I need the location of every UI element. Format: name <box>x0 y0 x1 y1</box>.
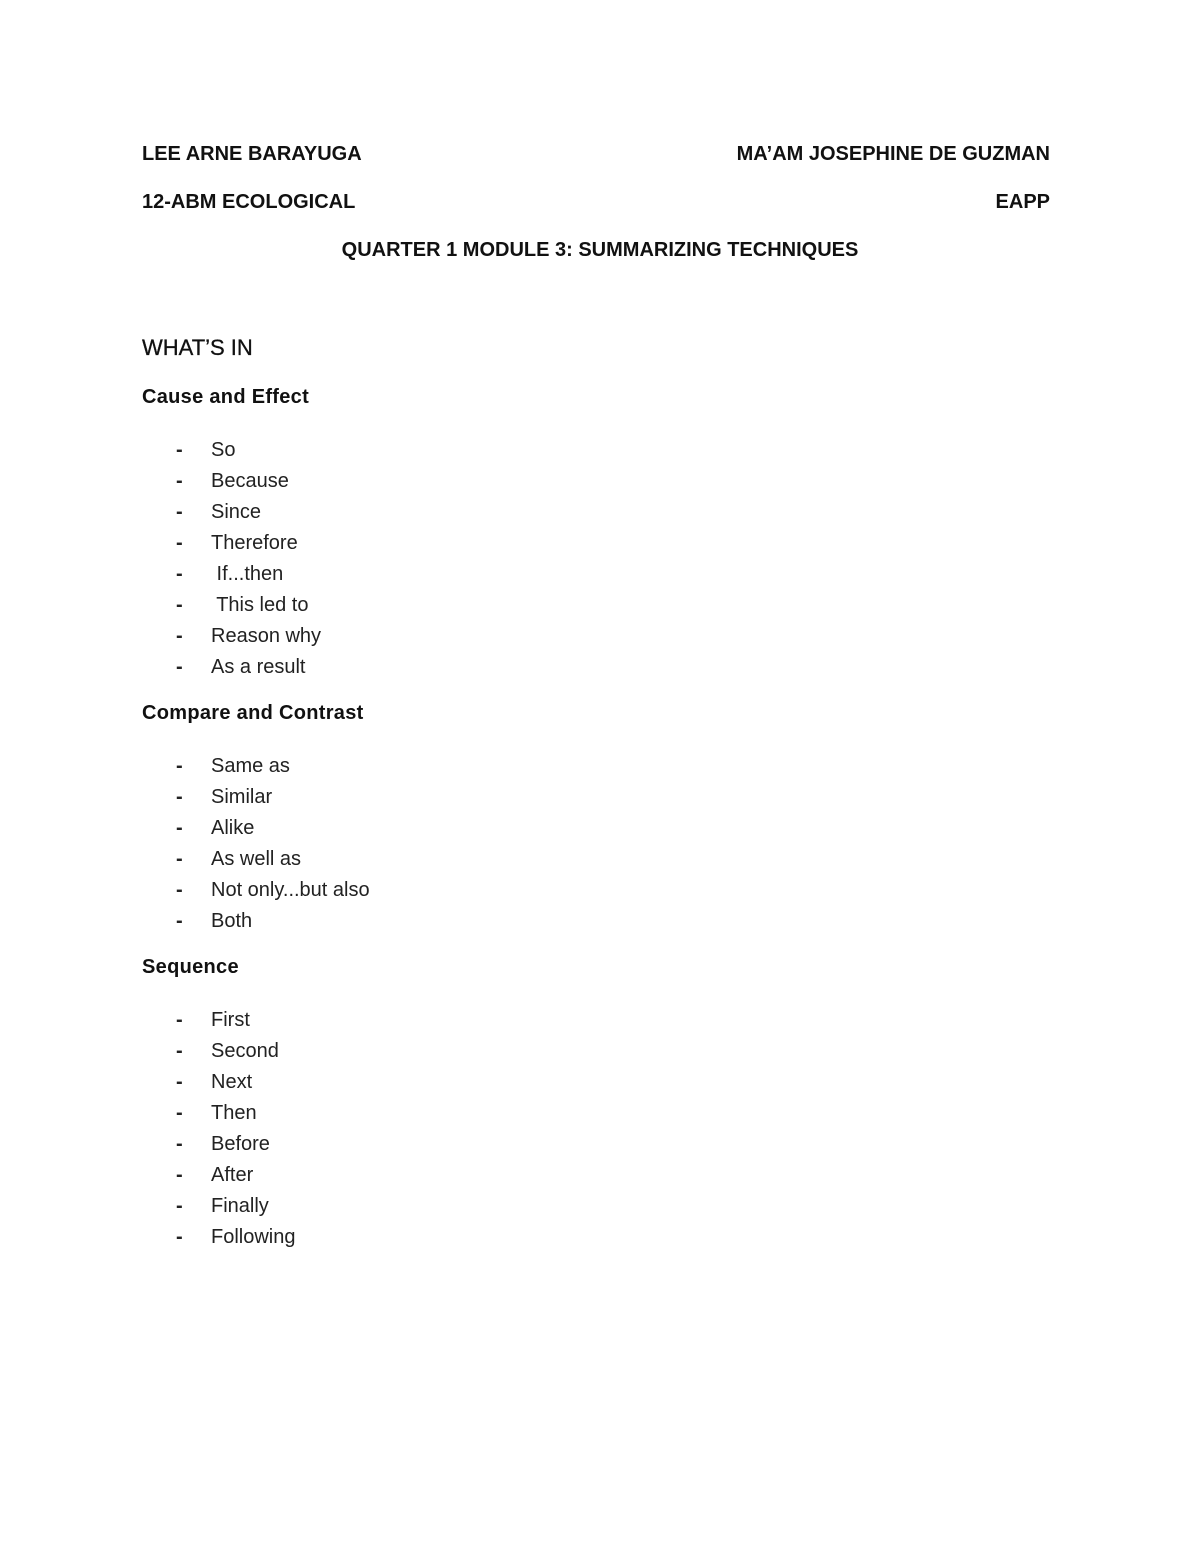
list-item <box>142 559 309 590</box>
list-item <box>142 844 364 875</box>
compare-contrast-group <box>142 701 370 937</box>
class-section: 12-ABM ECOLOGICAL <box>142 191 356 213</box>
list-item-text: Following <box>211 1226 296 1248</box>
bullet-dash: - <box>176 470 183 492</box>
list-item <box>142 1005 250 1036</box>
list-item-text: After <box>211 1164 254 1186</box>
group-heading: Cause and Effect <box>142 386 310 408</box>
list-item <box>142 652 309 683</box>
list-item <box>142 1191 269 1222</box>
list-item <box>142 875 370 906</box>
list-item <box>142 1129 270 1160</box>
bullet-dash: - <box>176 1195 183 1217</box>
list-item <box>142 497 309 528</box>
bullet-dash: - <box>176 1071 183 1093</box>
list-item-text: Next <box>211 1071 253 1093</box>
list-item-text: This led to <box>211 594 309 616</box>
document-title: QUARTER 1 MODULE 3: SUMMARIZING TECHNIQUES <box>341 239 859 261</box>
sequence-list <box>142 1005 296 1253</box>
student-name: LEE ARNE BARAYUGA <box>142 143 362 165</box>
bullet-dash: - <box>176 563 183 585</box>
list-item-text: First <box>211 1009 250 1031</box>
list-item-text: Because <box>211 470 289 492</box>
list-item <box>142 906 364 937</box>
bullet-dash: - <box>176 594 183 616</box>
bullet-dash: - <box>176 910 183 932</box>
list-item <box>142 782 364 813</box>
bullet-dash: - <box>176 848 183 870</box>
list-item-text: Second <box>211 1040 279 1062</box>
list-item-text: So <box>211 439 236 461</box>
list-item-text: Then <box>211 1102 257 1124</box>
bullet-dash: - <box>176 1164 183 1186</box>
bullet-dash: - <box>176 625 183 647</box>
list-item <box>142 621 322 652</box>
list-item <box>142 528 309 559</box>
bullet-dash: - <box>176 817 183 839</box>
list-item-text: If...then <box>211 563 284 585</box>
list-item <box>142 435 309 466</box>
compare-contrast-list <box>142 751 370 937</box>
bullet-dash: - <box>176 532 183 554</box>
bullet-dash: - <box>176 1040 183 1062</box>
bullet-dash: - <box>176 786 183 808</box>
list-item-text: Not only...but also <box>211 879 370 901</box>
cause-effect-group <box>142 385 322 683</box>
list-item-text: Same as <box>211 755 290 777</box>
list-item <box>142 751 364 782</box>
list-item <box>142 1222 296 1253</box>
bullet-dash: - <box>176 1009 183 1031</box>
group-heading: Sequence <box>142 956 239 978</box>
bullet-dash: - <box>176 1102 183 1124</box>
list-item-text: Both <box>211 910 253 932</box>
group-heading: Compare and Contrast <box>142 702 364 724</box>
list-item <box>142 466 309 497</box>
list-item-text: Finally <box>211 1195 269 1217</box>
list-item-text: As a result <box>211 656 306 678</box>
list-item-text: As well as <box>211 848 302 870</box>
teacher-name: MA’AM JOSEPHINE DE GUZMAN <box>736 143 1050 165</box>
list-item-text: Alike <box>211 817 255 839</box>
list-item <box>142 813 364 844</box>
list-item-text: Before <box>211 1133 270 1155</box>
bullet-dash: - <box>176 755 183 777</box>
bullet-dash: - <box>176 439 183 461</box>
bullet-dash: - <box>176 1226 183 1248</box>
bullet-dash: - <box>176 501 183 523</box>
list-item-text: Since <box>211 501 262 523</box>
list-item <box>142 1067 253 1098</box>
section-title: WHAT’S IN <box>142 335 253 360</box>
list-item-text: Reason why <box>211 625 322 647</box>
list-item <box>142 1160 254 1191</box>
subject-name: EAPP <box>995 191 1050 213</box>
list-item <box>142 1098 257 1129</box>
sequence-group <box>142 955 296 1253</box>
list-item <box>142 1036 279 1067</box>
bullet-dash: - <box>176 656 183 678</box>
list-item-text: Similar <box>211 786 273 808</box>
bullet-dash: - <box>176 879 183 901</box>
bullet-dash: - <box>176 1133 183 1155</box>
cause-effect-list <box>142 435 322 683</box>
list-item <box>142 590 309 621</box>
list-item-text: Therefore <box>211 532 298 554</box>
